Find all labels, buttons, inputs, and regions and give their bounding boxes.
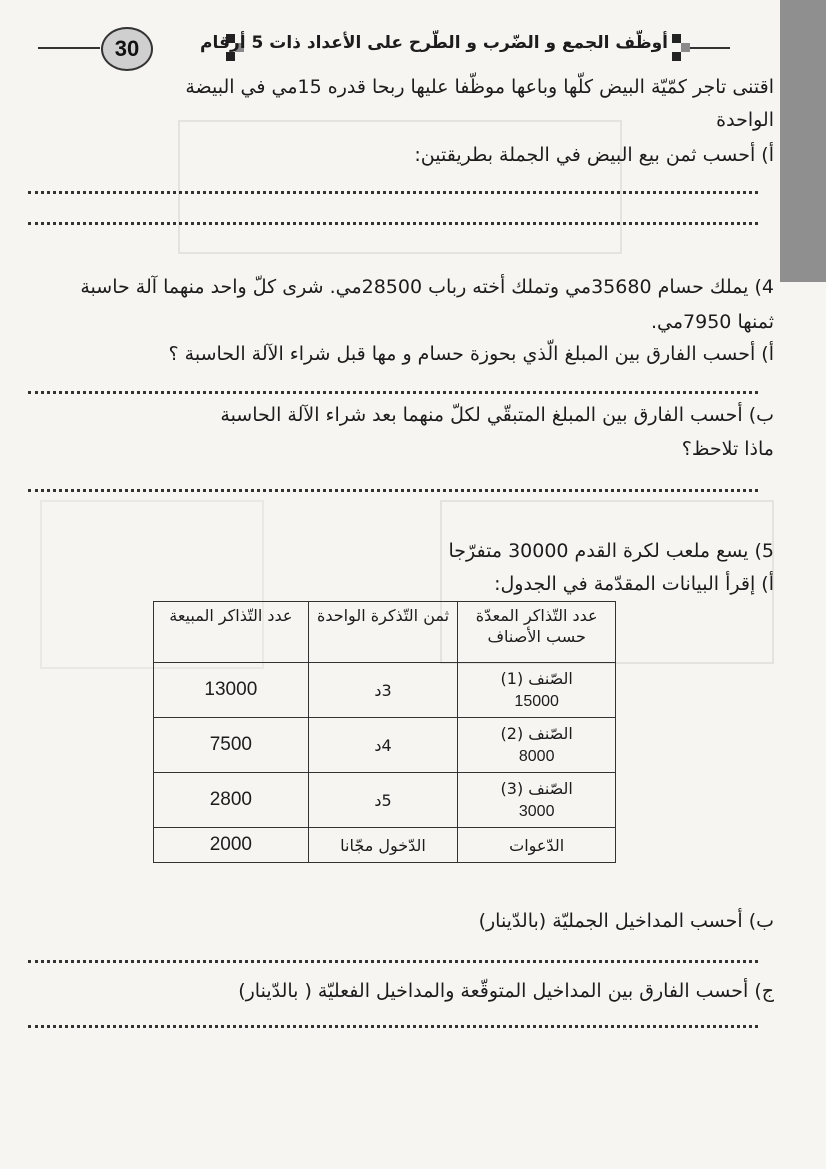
category-label: الصّنف (1) [500, 668, 573, 688]
table-cell-category [458, 718, 616, 773]
tickets-table [153, 601, 616, 863]
table-cell-sold: 13000 [154, 663, 309, 718]
header-square-icon [672, 34, 681, 43]
header-rule-left [38, 47, 100, 49]
header-rule-right [690, 47, 730, 49]
prepared-count: 15000 [514, 693, 559, 710]
header-square-icon [226, 52, 235, 61]
table-cell-category [458, 773, 616, 828]
table-row [154, 718, 616, 773]
category-label: الصّنف (3) [500, 778, 573, 798]
problem4-question-a: أ) أحسب الفارق بين المبلغ الّذي بحوزة حسام و مها قبل شراء الآلة الحاسبة ؟ [168, 343, 774, 365]
problem5-text: 5) يسع ملعب لكرة القدم 30000 متفرّجا [448, 540, 774, 562]
table-cell-sold: 7500 [154, 718, 309, 773]
table-header-price: ثمن التّذكرة الواحدة [308, 602, 458, 663]
table-cell-sold: 2800 [154, 773, 309, 828]
answer-line[interactable] [28, 960, 758, 963]
problem5-question-c: ج) أحسب الفارق بين المداخيل المتوقّعة والمداخيل الفعليّة ( بالدّينار) [238, 980, 774, 1002]
prepared-count: 8000 [518, 748, 555, 765]
table-cell-price: 4د [308, 718, 458, 773]
problem5-question-a: أ) إقرأ البيانات المقدّمة في الجدول: [494, 573, 774, 595]
table-cell-price: 5د [308, 773, 458, 828]
prepared-count: 3000 [518, 803, 555, 820]
problem4-text: 4) يملك حسام 35680مي وتملك أخته رباب 28500مي. شرى كلّ واحد منهما آلة حاسبة [80, 276, 774, 298]
problem4-question-b-note: ماذا تلاحظ؟ [681, 438, 774, 460]
table-cell-sold: 2000 [154, 828, 309, 863]
header-square-icon [672, 52, 681, 61]
answer-line[interactable] [28, 1025, 758, 1028]
answer-line[interactable] [28, 489, 758, 492]
problem3-text: الواحدة [716, 109, 774, 131]
section-title: أوظّف الجمع و الضّرب و الطّرح على الأعداد ذات 5 أرقام [200, 33, 668, 53]
category-label: الصّنف (2) [500, 723, 573, 743]
problem3-text: اقتنى تاجر كمّيّة البيض كلّها وباعها موظّفا عليها ربحا قدره 15مي في البيضة [185, 76, 774, 98]
table-cell-price: 3د [308, 663, 458, 718]
table-cell-price: الدّخول مجّانا [308, 828, 458, 863]
table-cell-category [458, 663, 616, 718]
table-row [154, 663, 616, 718]
answer-line[interactable] [28, 191, 758, 194]
answer-line[interactable] [28, 391, 758, 394]
table-row [154, 773, 616, 828]
problem4-text: ثمنها 7950مي. [650, 311, 774, 333]
problem4-question-b: ب) أحسب الفارق بين المبلغ المتبقّي لكلّ منهما بعد شراء الآلة الحاسبة [220, 404, 774, 426]
table-row [154, 828, 616, 863]
table-header-prepared: عدد التّذاكر المعدّة حسب الأصناف [458, 602, 616, 663]
table-header-sold: عدد التّذاكر المبيعة [154, 602, 309, 663]
page-number: 30 [114, 36, 140, 61]
bleed-through-frame [178, 120, 622, 254]
problem5-question-b: ب) أحسب المداخيل الجمليّة (بالدّينار) [478, 910, 774, 932]
header-square-icon [681, 43, 690, 52]
problem3-question-a: أ) أحسب ثمن بيع البيض في الجملة بطريقتين: [414, 144, 774, 166]
answer-line[interactable] [28, 222, 758, 225]
page-edge-tab [780, 0, 826, 282]
table-header-row [154, 602, 616, 663]
table-cell-category: الدّعوات [458, 828, 616, 863]
page-number-badge [101, 27, 153, 71]
